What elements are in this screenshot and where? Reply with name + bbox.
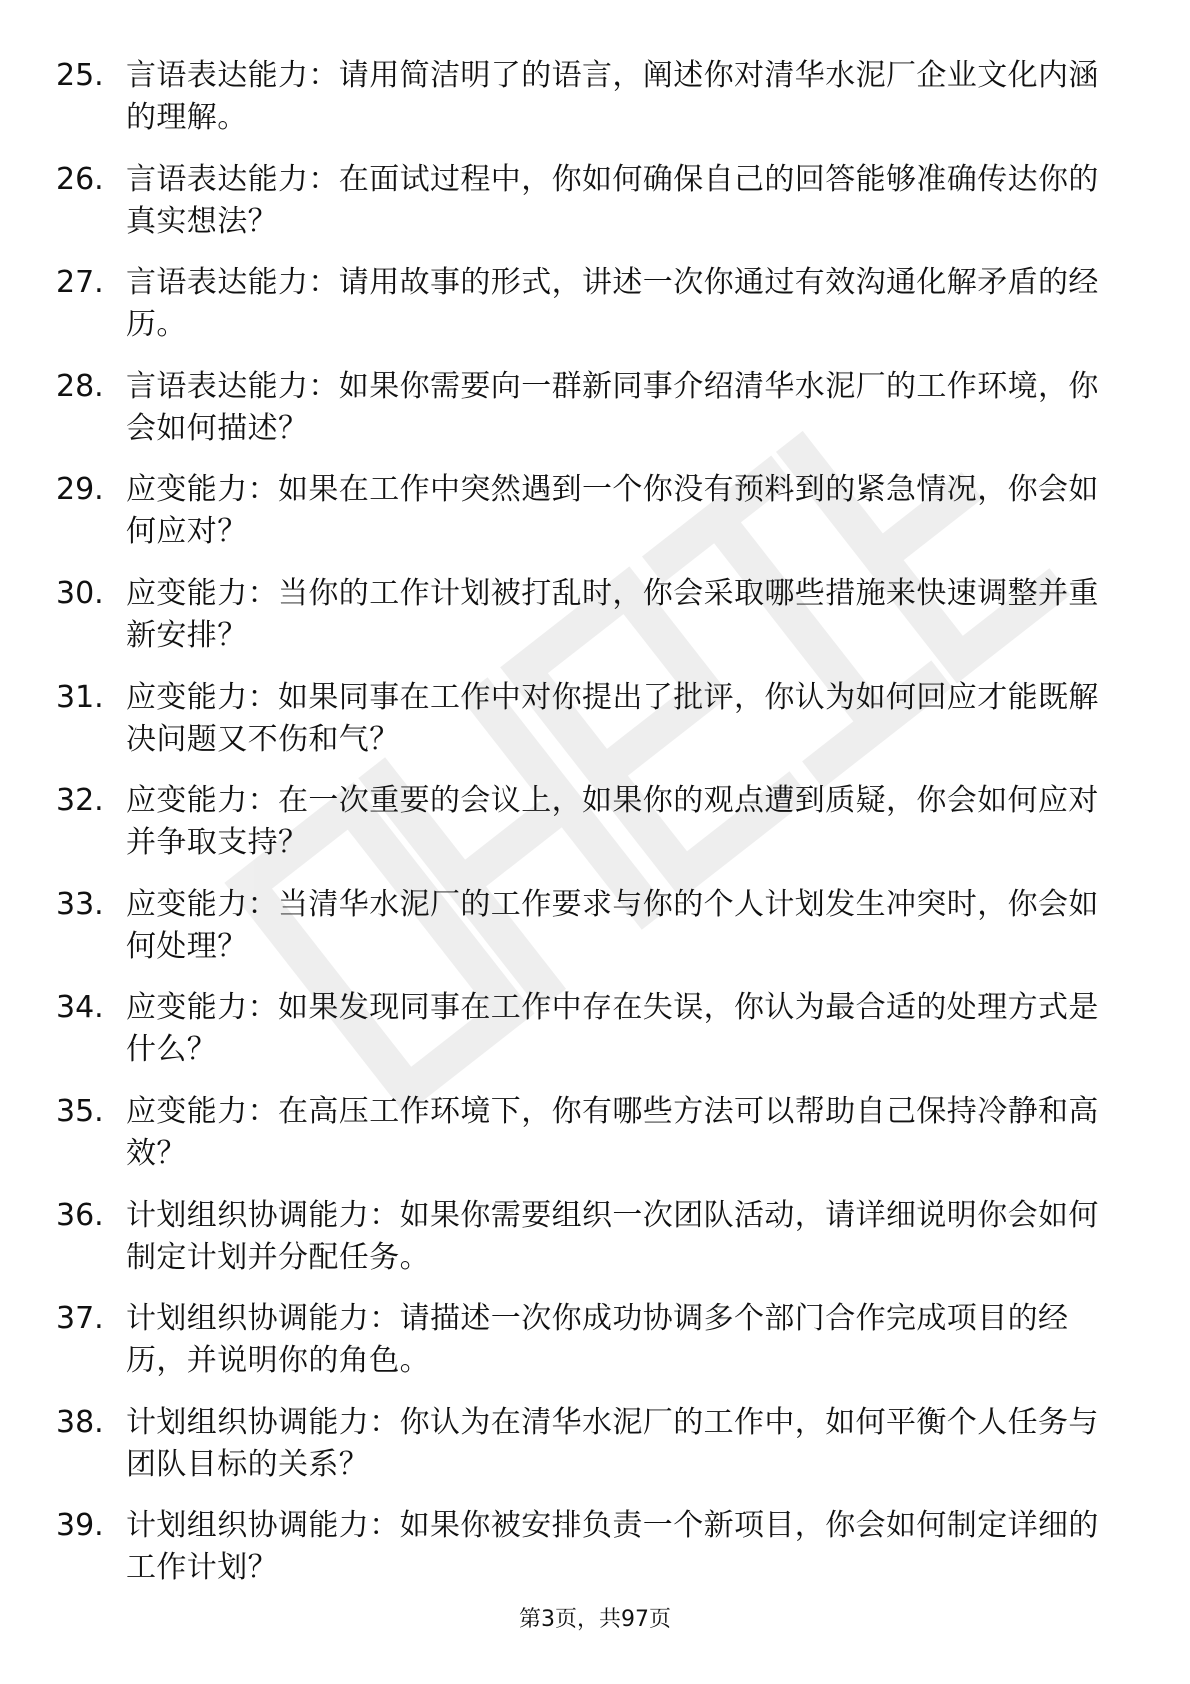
- question-number: 39.: [56, 1508, 104, 1544]
- question-item: [0, 884, 1190, 988]
- question-number: 29.: [56, 472, 104, 508]
- question-list: [0, 55, 1190, 1609]
- question-item: [0, 1091, 1190, 1195]
- question-number: 36.: [56, 1197, 104, 1233]
- question-item: [0, 1402, 1190, 1506]
- question-item: [0, 262, 1190, 366]
- question-text: 计划组织协调能力：如果你被安排负责一个新项目，你会如何制定详细的工作计划？: [126, 1508, 1099, 1586]
- question-item: [0, 573, 1190, 677]
- question-text: 应变能力：在高压工作环境下，你有哪些方法可以帮助自己保持冷静和高效？: [126, 1093, 1099, 1171]
- page-footer: [0, 1605, 1190, 1635]
- question-item: [0, 677, 1190, 781]
- question-number: 25.: [56, 58, 104, 93]
- question-text: 言语表达能力：请用故事的形式，讲述一次你通过有效沟通化解矛盾的经历。: [126, 265, 1099, 343]
- question-number: 38.: [56, 1404, 104, 1440]
- question-text: 计划组织协调能力：如果你需要组织一次团队活动，请详细说明你会如何制定计划并分配任务。: [126, 1197, 1099, 1275]
- question-item: [0, 780, 1190, 884]
- question-text: 应变能力：在一次重要的会议上，如果你的观点遭到质疑，你会如何应对并争取支持？: [126, 783, 1099, 861]
- question-number: 27.: [56, 265, 104, 301]
- question-number: 37.: [56, 1301, 104, 1337]
- question-number: 35.: [56, 1093, 104, 1129]
- question-text: 言语表达能力：如果你需要向一群新同事介绍清华水泥厂的工作环境，你会如何描述？: [126, 368, 1099, 446]
- question-text: 言语表达能力：请用简洁明了的语言，阐述你对清华水泥厂企业文化内涵的理解。: [126, 58, 1099, 135]
- question-number: 30.: [56, 575, 104, 611]
- question-item: [0, 1298, 1190, 1402]
- question-item: [0, 469, 1190, 573]
- question-text: 应变能力：如果发现同事在工作中存在失误，你认为最合适的处理方式是什么？: [126, 990, 1099, 1068]
- question-text: 应变能力：当清华水泥厂的工作要求与你的个人计划发生冲突时，你会如何处理？: [126, 886, 1099, 964]
- question-text: 言语表达能力：在面试过程中，你如何确保自己的回答能够准确传达你的真实想法？: [126, 161, 1099, 239]
- question-text: 计划组织协调能力：请描述一次你成功协调多个部门合作完成项目的经历，并说明你的角色。: [126, 1301, 1069, 1379]
- question-item: [0, 159, 1190, 263]
- question-item: [0, 55, 1190, 159]
- question-number: 31.: [56, 679, 104, 715]
- question-number: 33.: [56, 886, 104, 922]
- question-text: 应变能力：如果同事在工作中对你提出了批评，你认为如何回应才能既解决问题又不伤和气？: [126, 679, 1099, 757]
- question-item: [0, 987, 1190, 1091]
- question-item: [0, 366, 1190, 470]
- question-text: 应变能力：如果在工作中突然遇到一个你没有预料到的紧急情况，你会如何应对？: [126, 472, 1099, 550]
- question-number: 28.: [56, 368, 104, 404]
- question-item: [0, 1195, 1190, 1299]
- question-item: [0, 1505, 1190, 1609]
- question-number: 34.: [56, 990, 104, 1026]
- question-text: 应变能力：当你的工作计划被打乱时，你会采取哪些措施来快速调整并重新安排？: [126, 575, 1099, 653]
- question-text: 计划组织协调能力：你认为在清华水泥厂的工作中，如何平衡个人任务与团队目标的关系？: [126, 1404, 1099, 1482]
- question-number: 32.: [56, 783, 104, 819]
- question-number: 26.: [56, 161, 104, 197]
- page-number-label: 第3页，共97页: [519, 1607, 671, 1632]
